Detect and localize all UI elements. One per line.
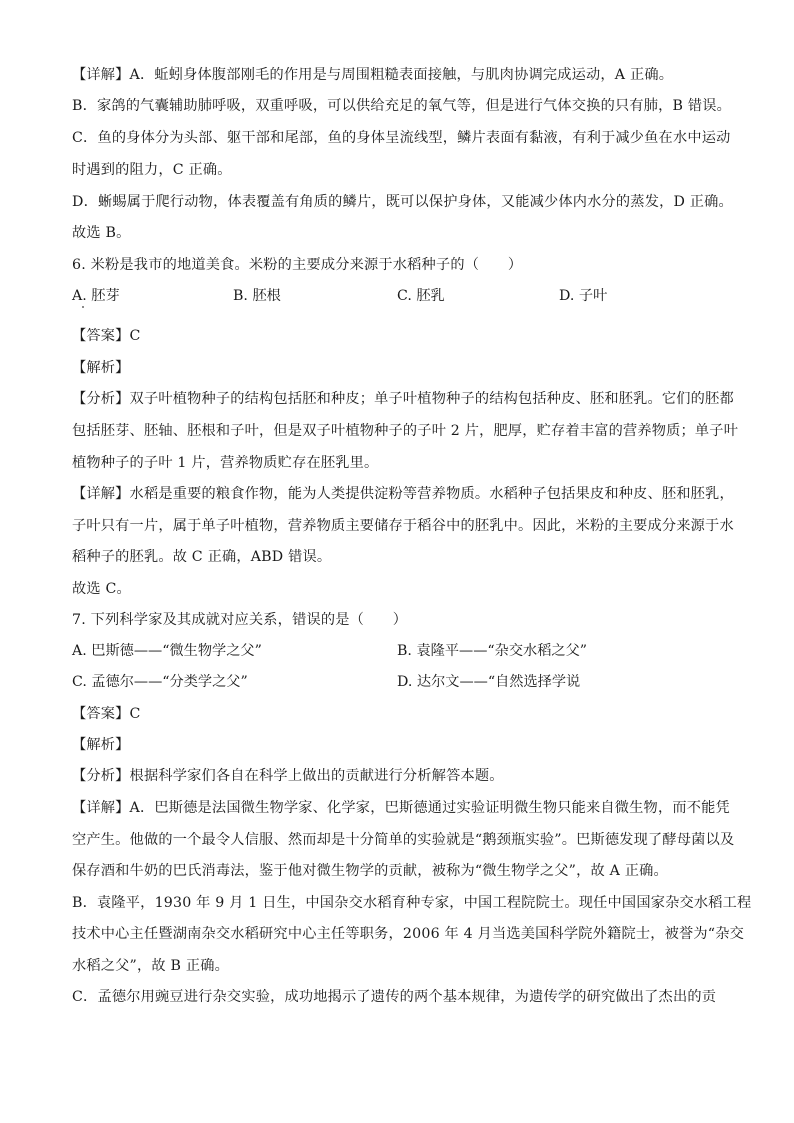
answer-label: 【答案】C xyxy=(72,328,141,344)
text-line: D．蜥蜴属于爬行动物，体表覆盖有角质的鳞片，既可以保护身体，又能减少体内水分的蒸发，D 正确。 xyxy=(72,194,733,210)
text-line: 【详解】A．蚯蚓身体腹部刚毛的作用是与周围粗糙表面接触，与肌肉协调完成运动，A 正确。 xyxy=(72,67,674,83)
text-line: 故选 B。 xyxy=(72,225,131,241)
text-line: B．袁隆平，1930 年 9 月 1 日生，中国杂交水稻育种专家，中国工程院院士。现任中国国家杂交水稻工程 xyxy=(72,895,752,911)
text-line: 时遇到的阻力，C 正确。 xyxy=(72,162,232,178)
text-line: B．家鸽的气囊辅助肺呼吸，双重呼吸，可以供给充足的氧气等，但是进行气体交换的只有肺，B 错误。 xyxy=(72,98,732,114)
text-line: 【分析】双子叶植物种子的结构包括胚和种皮；单子叶植物种子的结构包括种皮、胚和胚乳。它们的胚都 xyxy=(72,391,734,407)
analysis-label: 【解析】 xyxy=(72,360,130,376)
text-line: 水稻之父”，故 B 正确。 xyxy=(72,958,229,974)
q7-option-a: A. 巴斯德——“微生物学之父” xyxy=(72,643,262,659)
q7-option-b: B. 袁隆平——“杂交水稻之父” xyxy=(397,643,588,659)
q6-option-b: B. 胚根 xyxy=(233,288,281,304)
answer-label: 【答案】C xyxy=(72,706,141,722)
text-line: 植物种子的子叶 1 片，营养物质贮存在胚乳里。 xyxy=(72,455,379,471)
text-line: 【详解】A．巴斯德是法国微生物学家、化学家，巴斯德通过实验证明微生物只能来自微生物，而不能凭 xyxy=(72,800,730,816)
analysis-label: 【解析】 xyxy=(72,737,130,753)
text-line: 技术中心主任暨湖南杂交水稻研究中心主任等职务，2006 年 4 月当选美国科学院外籍院士，被誉为“杂交 xyxy=(72,926,744,942)
q7-option-c: C. 孟德尔——“分类学之父” xyxy=(72,674,248,690)
question-7-stem: 7. 下列科学家及其成就对应关系，错误的是（ ） xyxy=(72,612,408,628)
question-6-stem: 6. 米粉是我市的地道美食。米粉的主要成分来源于水稻种子的（ ） xyxy=(72,257,523,273)
text-line: C．鱼的身体分为头部、躯干部和尾部，鱼的身体呈流线型，鳞片表面有黏液，有利于减少鱼在水中运动 xyxy=(72,130,731,146)
text-line: 【详解】水稻是重要的粮食作物，能为人类提供淀粉等营养物质。水稻种子包括果皮和种皮、胚和胚乳， xyxy=(72,486,734,502)
text-line: 子叶只有一片，属于单子叶植物，营养物质主要储存于稻谷中的胚乳中。因此，米粉的主要成分来源于水 xyxy=(72,518,734,534)
text-line: 故选 C。 xyxy=(72,581,131,597)
q6-option-d: D. 子叶 xyxy=(559,288,608,304)
q6-option-a: A. 胚芽 xyxy=(72,288,120,304)
text-line: 稻种子的胚乳。故 C 正确，ABD 错误。 xyxy=(72,549,332,565)
q7-option-d: D. 达尔文——“自然选择学说 xyxy=(397,674,581,690)
q6-option-c: C. 胚乳 xyxy=(397,288,445,304)
stray-dot xyxy=(82,306,84,308)
text-line: 【分析】根据科学家们各自在科学上做出的贡献进行分析解答本题。 xyxy=(72,768,504,784)
text-line: C．孟德尔用豌豆进行杂交实验，成功地揭示了遗传的两个基本规律，为遗传学的研究做出了杰出的贡 xyxy=(72,989,717,1005)
text-line: 包括胚芽、胚轴、胚根和子叶，但是双子叶植物种子的子叶 2 片，肥厚，贮存着丰富的营养物质；单子叶 xyxy=(72,423,739,439)
text-line: 空产生。他做的一个最令人信服、然而却是十分简单的实验就是“鹅颈瓶实验”。巴斯德发现了酵母菌以及 xyxy=(72,832,735,848)
text-line: 保存酒和牛奶的巴氏消毒法，鉴于他对微生物学的贡献，被称为“微生物学之父”，故 A 正确。 xyxy=(72,863,668,879)
